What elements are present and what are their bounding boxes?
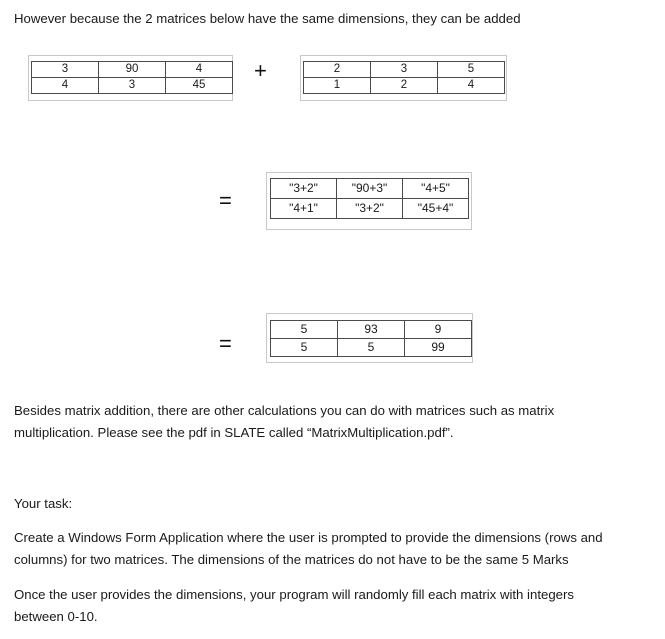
matrix-cell: "3+2"	[271, 179, 337, 199]
matrix-b-row	[304, 62, 505, 78]
matrix-a	[31, 61, 233, 94]
matrix-cell: 3	[32, 62, 99, 78]
matrix-sum-expression	[270, 178, 469, 219]
matrix-cell: 5	[271, 339, 338, 357]
matrix-cell: 4	[32, 78, 99, 94]
matrix-a-row	[32, 78, 233, 94]
matrix-sum-row	[271, 179, 469, 199]
matrix-cell: 9	[405, 321, 472, 339]
task-label: Your task:	[14, 496, 73, 511]
matrix-sum-row	[271, 199, 469, 219]
matrix-cell: "4+5"	[403, 179, 469, 199]
matrix-cell: 99	[405, 339, 472, 357]
task-create-line-2: columns) for two matrices. The dimensions of the matrices do not have to be the same 5 Marks	[14, 552, 569, 567]
task-fill-line-1: Once the user provides the dimensions, your program will randomly fill each matrix with integers	[14, 587, 574, 602]
matrix-cell: 3	[99, 78, 166, 94]
matrix-cell: "4+1"	[271, 199, 337, 219]
task-fill-line-2: between 0-10.	[14, 609, 98, 624]
matrix-result	[270, 320, 472, 357]
matrix-cell: 4	[438, 78, 505, 94]
paragraph-besides-line-2: multiplication. Please see the pdf in SLATE called “MatrixMultiplication.pdf”.	[14, 425, 454, 440]
matrix-cell: 2	[304, 62, 371, 78]
equals-symbol: =	[219, 331, 232, 356]
matrix-cell: 45	[166, 78, 233, 94]
matrix-cell: "90+3"	[337, 179, 403, 199]
matrix-cell: 5	[271, 321, 338, 339]
matrix-b-row	[304, 78, 505, 94]
equals-symbol: =	[219, 188, 232, 213]
matrix-cell: 5	[438, 62, 505, 78]
matrix-cell: 93	[338, 321, 405, 339]
matrix-cell: 2	[371, 78, 438, 94]
paragraph-besides-line-1: Besides matrix addition, there are other calculations you can do with matrices such as matrix	[14, 403, 555, 418]
matrix-b	[303, 61, 505, 94]
matrix-cell: "3+2"	[337, 199, 403, 219]
plus-symbol: +	[254, 58, 267, 83]
matrix-a-row	[32, 62, 233, 78]
matrix-cell: 5	[338, 339, 405, 357]
matrix-cell: 90	[99, 62, 166, 78]
task-create-line-1: Create a Windows Form Application where the user is prompted to provide the dimensions (rows and	[14, 530, 603, 545]
matrix-cell: 1	[304, 78, 371, 94]
matrix-cell: "45+4"	[403, 199, 469, 219]
matrix-cell: 3	[371, 62, 438, 78]
matrix-result-row	[271, 321, 472, 339]
matrix-cell: 4	[166, 62, 233, 78]
matrix-result-row	[271, 339, 472, 357]
intro-text: However because the 2 matrices below have the same dimensions, they can be added	[14, 11, 521, 26]
